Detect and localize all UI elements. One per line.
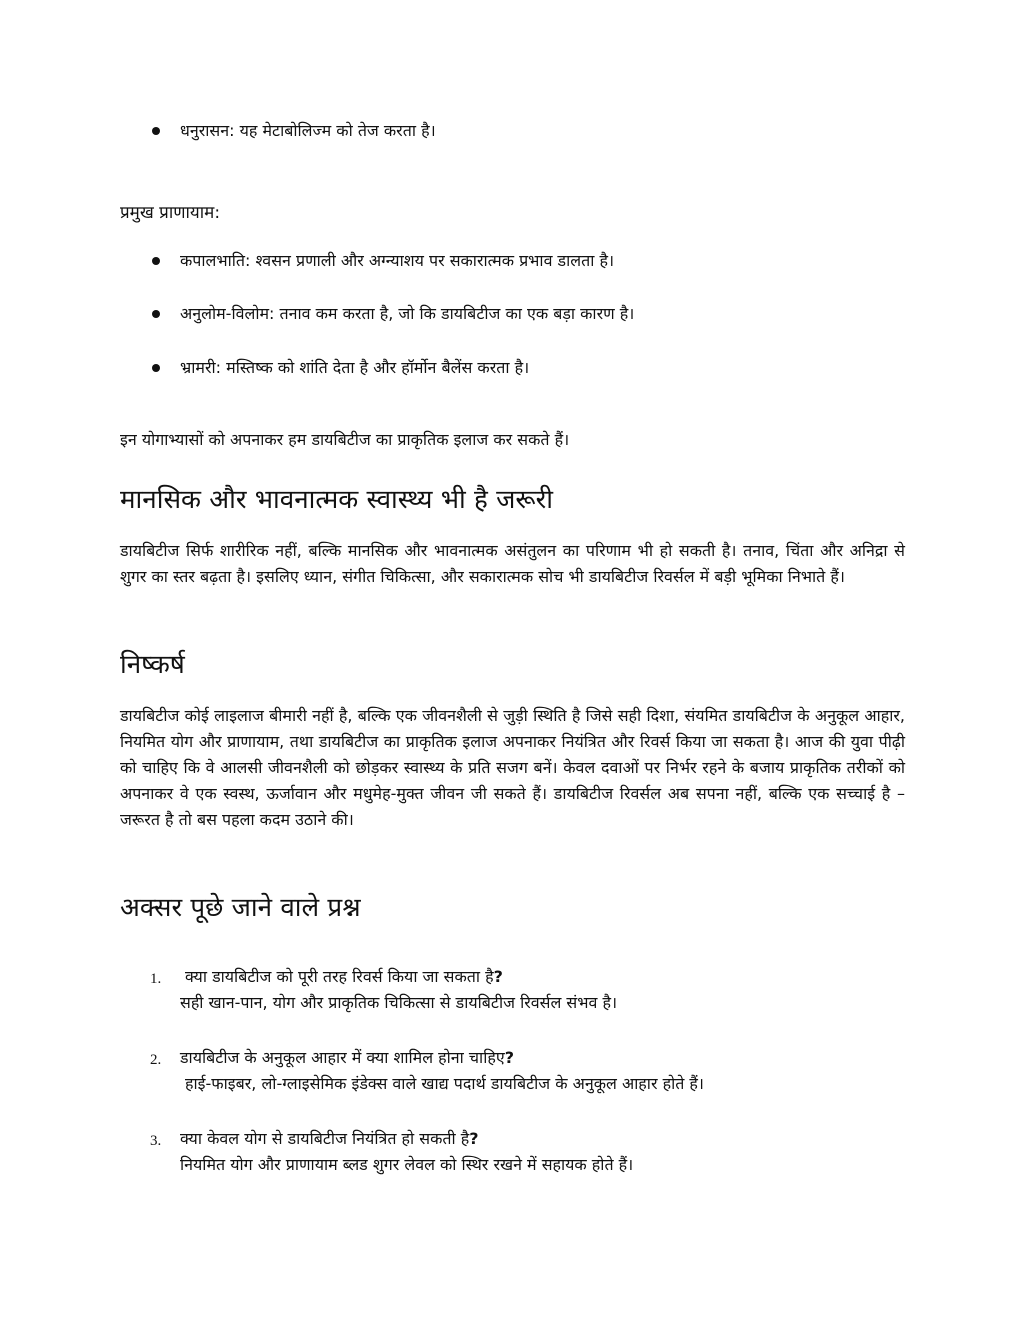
yoga-item-dhanurasana: धनुरासन: यह मेटाबोलिज्म को तेज करता है। <box>180 121 436 140</box>
question-mark: ? <box>493 967 503 986</box>
pranayama-heading: प्रमुख प्राणायाम: <box>120 203 221 223</box>
faq-number: 2. <box>150 1052 162 1068</box>
faq-question-text: डायबिटीज के अनुकूल आहार में क्या शामिल होना चाहिए <box>180 1048 505 1067</box>
bullet-dot <box>152 364 160 372</box>
faq-question <box>180 1126 478 1152</box>
faq-question <box>180 1045 514 1071</box>
faq-answer: नियमित योग और प्राणायाम ब्लड शुगर लेवल को स्थिर रखने में सहायक होते हैं। <box>180 1155 634 1174</box>
bullet-dot <box>152 127 160 135</box>
question-mark: ? <box>504 1048 514 1067</box>
bullet-dot <box>152 257 160 265</box>
faq-number: 3. <box>150 1133 162 1149</box>
conclusion-heading: निष्कर्ष <box>120 650 185 680</box>
faq-answer: सही खान-पान, योग और प्राकृतिक चिकित्सा से डायबिटीज रिवर्सल संभव है। <box>180 993 618 1012</box>
mental-health-paragraph: डायबिटीज सिर्फ शारीरिक नहीं, बल्कि मानसिक और भावनात्मक असंतुलन का परिणाम भी हो सकती है। तनाव, चिंता और अनिद्रा से शुगर का स्तर बढ़ता है। इसलिए ध्यान, संगीत चिकित्सा, और सकारात्मक सोच भी डायबिटीज रिवर्सल में बड़ी भूमिका निभाते हैं। <box>120 541 905 586</box>
faq-number: 1. <box>150 971 162 987</box>
mental-health-heading: मानसिक और भावनात्मक स्वास्थ्य भी है जरूरी <box>120 485 553 515</box>
faq-heading: अक्सर पूछे जाने वाले प्रश्न <box>120 893 361 923</box>
faq-question-text: क्या डायबिटीज को पूरी तरह रिवर्स किया जा सकता है <box>185 967 494 986</box>
pranayama-item-bhramari: भ्रामरी: मस्तिष्क को शांति देता है और हॉर्मोन बैलेंस करता है। <box>180 358 530 377</box>
faq-question-text: क्या केवल योग से डायबिटीज नियंत्रित हो सकती है <box>180 1129 470 1148</box>
pranayama-item-anulom-vilom: अनुलोम-विलोम: तनाव कम करता है, जो कि डायबिटीज का एक बड़ा कारण है। <box>180 304 635 323</box>
pranayama-closing: इन योगाभ्यासों को अपनाकर हम डायबिटीज का प्राकृतिक इलाज कर सकते हैं। <box>120 430 570 449</box>
faq-answer: हाई-फाइबर, लो-ग्लाइसेमिक इंडेक्स वाले खाद्य पदार्थ डायबिटीज के अनुकूल आहार होते हैं। <box>185 1074 704 1093</box>
pranayama-item-kapalbhati: कपालभाति: श्वसन प्रणाली और अग्न्याशय पर सकारात्मक प्रभाव डालता है। <box>180 251 615 270</box>
faq-question <box>185 964 503 990</box>
bullet-dot <box>152 310 160 318</box>
conclusion-paragraph: डायबिटीज कोई लाइलाज बीमारी नहीं है, बल्कि एक जीवनशैली से जुड़ी स्थिति है जिसे सही दिशा, संयमित डायबिटीज के अनुकूल आहार, नियमित योग और प्राणायाम, तथा डायबिटीज का प्राकृतिक इलाज अपनाकर नियंत्रित और रिवर्स किया जा सकता है। आज की युवा पीढ़ी को चाहिए कि वे आलसी जीवनशैली को छोड़कर स्वास्थ्य के प्रति सजग बनें। केवल दवाओं पर निर्भर रहने के बजाय प्राकृतिक तरीकों को अपनाकर वे एक स्वस्थ, ऊर्जावान और मधुमेह-मुक्त जीवन जी सकते हैं। डायबिटीज रिवर्सल अब सपना नहीं, बल्कि एक सच्चाई है – जरूरत है तो बस पहला कदम उठाने की। <box>120 706 905 829</box>
question-mark: ? <box>469 1129 479 1148</box>
